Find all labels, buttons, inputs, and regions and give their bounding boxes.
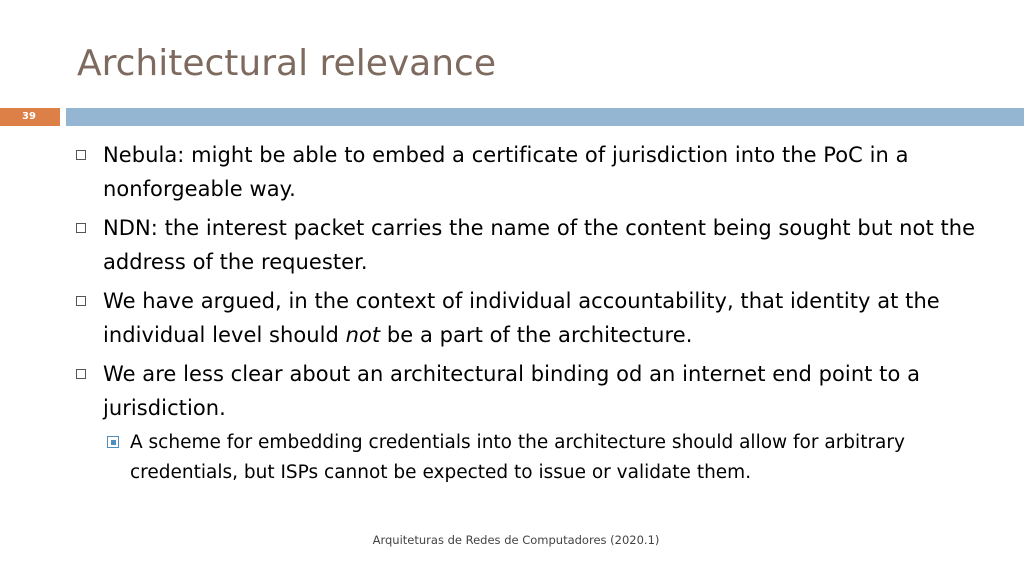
- bullet-text: NDN: the interest packet carries the name of the content being sought but not the address of the requester.: [103, 216, 976, 274]
- emphasized-word: not: [345, 322, 381, 347]
- square-bullet-icon: [76, 150, 86, 160]
- bullet-text: Nebula: might be able to embed a certificate of jurisdiction into the PoC in a nonforgeable way.: [103, 143, 909, 201]
- sub-bullet-text: A scheme for embedding credentials into the architecture should allow for arbitrary credentials, but ISPs cannot be expected to issue or validate them.: [130, 432, 905, 483]
- bullet-item: [76, 139, 1006, 206]
- bullet-item: [76, 212, 1006, 279]
- bullet-item: [76, 285, 1006, 352]
- slide-title: Architectural relevance: [77, 43, 496, 84]
- bullet-text: We are less clear about an architectural binding od an internet end point to a jurisdiction.: [103, 362, 921, 420]
- slide-number: 39: [0, 108, 60, 126]
- bullet-text-end: be a part of the architecture.: [380, 322, 693, 347]
- square-bullet-icon: [76, 296, 86, 306]
- filled-square-bullet-icon: [107, 436, 119, 448]
- slide-footer: Arquiteturas de Redes de Computadores (2020.1): [372, 533, 660, 547]
- bullet-text-start: We have argued, in the context of individual accountability, that identity at the individual level should: [103, 289, 940, 347]
- bullet-text: [103, 285, 1006, 352]
- square-bullet-icon: [76, 369, 86, 379]
- slide-content: [76, 139, 1006, 488]
- title-divider-bar: [66, 108, 1024, 126]
- bullet-item: [76, 358, 1006, 425]
- sub-bullet-item: [107, 428, 1006, 488]
- square-bullet-icon: [76, 223, 86, 233]
